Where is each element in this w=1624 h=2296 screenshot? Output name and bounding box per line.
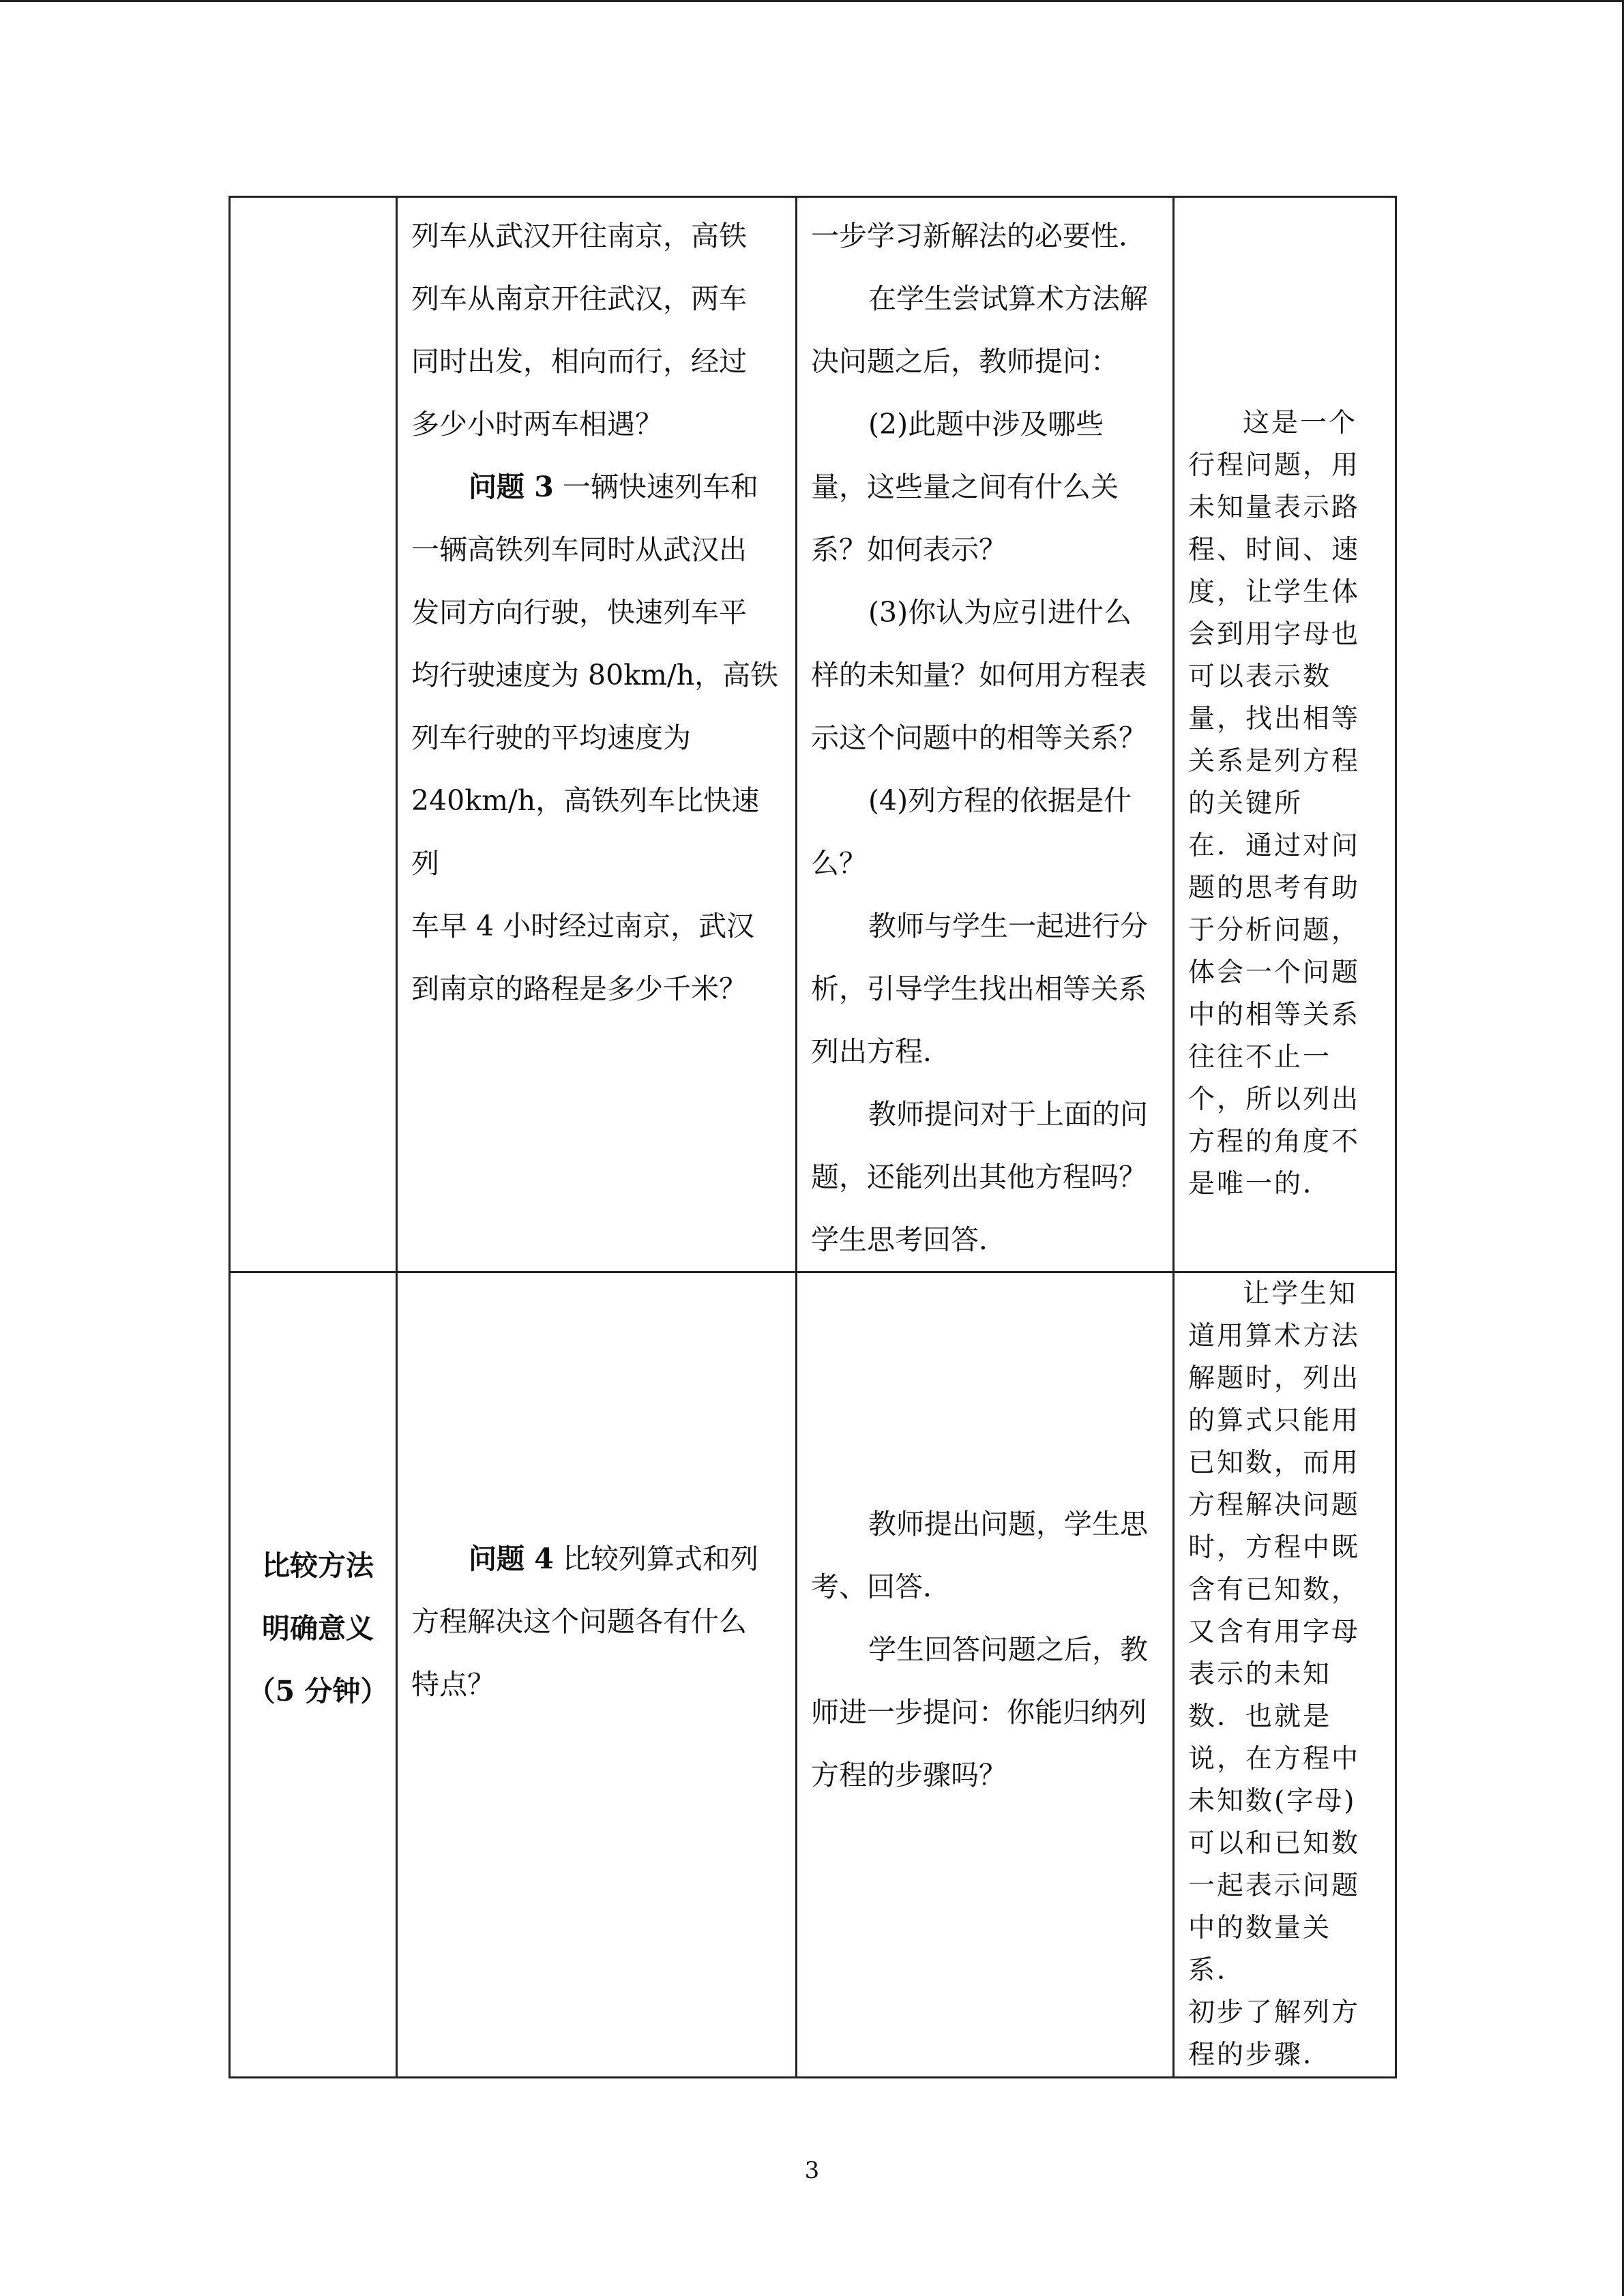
problem-3-line: 发同方向行驶，快速列车平 — [411, 596, 747, 629]
intent-line: 程的步骤． — [1188, 2040, 1332, 2070]
problem-3-line: 车早 4 小时经过南京，武汉 — [411, 910, 755, 942]
stage-title-line: 比较方法 — [262, 1549, 374, 1582]
intent-line: 关系是列方程 — [1188, 746, 1361, 777]
intent-line: 题的思考有助 — [1188, 873, 1361, 904]
intent-line: 中的数量关系． — [1188, 1913, 1332, 1986]
problem-cell — [397, 197, 797, 1272]
problem-cell — [397, 1272, 797, 2078]
activity-line: 师进一步提问：你能归纳列 — [811, 1696, 1147, 1729]
problem-3-first-line — [411, 456, 782, 518]
activity-line: 一步学习新解法的必要性． — [811, 220, 1147, 252]
table-row — [230, 1272, 1396, 2078]
problem-3-line: 240km/h，高铁列车比快速列 — [411, 784, 760, 880]
intent-line: 未知数(字母) — [1188, 1786, 1357, 1817]
intent-line: 往往不止一 — [1188, 1042, 1332, 1073]
problem-4-text: 比较列算式和列 — [562, 1542, 758, 1575]
problem-4-line: 方程解决这个问题各有什么 — [411, 1605, 747, 1638]
intent-line: 未知量表示路 — [1188, 492, 1361, 523]
stage-cell — [230, 1272, 397, 2078]
intent-line: 体会一个问题 — [1188, 957, 1361, 988]
activity-line: 教师提出问题，学生思 — [868, 1508, 1148, 1540]
intent-line: 于分析问题， — [1188, 915, 1361, 946]
intent-line: 的关键所 — [1188, 788, 1303, 819]
lesson-plan-table — [228, 196, 1397, 2078]
activity-line: 学生回答问题之后，教 — [868, 1633, 1148, 1666]
activity-line: 系？如何表示？ — [811, 533, 1007, 566]
intent-line: 度，让学生体 — [1188, 577, 1361, 608]
problem-3-label: 问题 3 — [469, 471, 554, 503]
activity-line: 考、回答． — [811, 1570, 951, 1603]
stage-title-line: 明确意义 — [262, 1612, 374, 1645]
problem-3-line: 一辆高铁列车同时从武汉出 — [411, 533, 747, 566]
activity-line: 析，引导学生找出相等关系 — [811, 972, 1147, 1005]
intent-line: 可以和已知数 — [1188, 1828, 1361, 1859]
activity-line: 量，这些量之间有什么关 — [811, 471, 1119, 503]
intent-line: 已知数，而用 — [1188, 1448, 1361, 1478]
activity-line: 方程的步骤吗？ — [811, 1759, 1007, 1791]
activity-cell — [797, 1272, 1174, 2078]
intent-line: 表示的未知 — [1188, 1659, 1332, 1690]
intent-line: 说，在方程中 — [1188, 1744, 1361, 1774]
activity-line: 教师提问对于上面的问 — [868, 1098, 1148, 1131]
problem-3-line: 列车行驶的平均速度为 — [411, 721, 691, 754]
problem-4-first-line — [411, 1527, 782, 1590]
page-top-border — [0, 0, 1624, 2]
activity-line: 题，还能列出其他方程吗？ — [811, 1161, 1147, 1193]
activity-cell — [797, 197, 1174, 1272]
intent-line: 程、时间、速 — [1188, 535, 1361, 565]
problem-4-line: 特点？ — [411, 1668, 495, 1701]
intent-line: 量，找出相等 — [1188, 704, 1361, 734]
problem-2-line: 列车从南京开往武汉，两车 — [411, 282, 747, 315]
activity-line: (2)此题中涉及哪些 — [868, 408, 1104, 441]
intent-line: 含有已知数， — [1188, 1575, 1361, 1605]
intent-line: 这是一个 — [1243, 408, 1358, 438]
activity-line: 教师与学生一起进行分 — [868, 910, 1148, 942]
problem-3-line: 均行驶速度为 80km/h，高铁 — [411, 659, 779, 691]
problem-3-text: 一辆快速列车和 — [562, 471, 758, 503]
activity-line: (4)列方程的依据是什 — [868, 784, 1132, 817]
intent-line: 行程问题，用 — [1188, 450, 1361, 481]
problem-2-line: 同时出发，相向而行，经过 — [411, 345, 747, 378]
intent-line: 让学生知 — [1243, 1279, 1358, 1309]
table-row — [230, 197, 1396, 1272]
intent-line: 时，方程中既 — [1188, 1532, 1361, 1563]
intent-line: 的算式只能用 — [1188, 1405, 1361, 1436]
activity-line: 决问题之后，教师提问： — [811, 345, 1119, 378]
intent-line: 是唯一的． — [1188, 1169, 1332, 1199]
intent-line: 会到用字母也 — [1188, 619, 1361, 650]
intent-line: 一起表示问题 — [1188, 1870, 1361, 1901]
problem-4-label: 问题 4 — [469, 1542, 554, 1575]
intent-line: 道用算术方法 — [1188, 1321, 1361, 1352]
activity-line: 学生思考回答． — [811, 1223, 1007, 1256]
intent-line: 方程解决问题 — [1188, 1490, 1361, 1521]
intent-line: 初步了解列方 — [1188, 1997, 1361, 2028]
stage-cell-empty — [230, 197, 397, 1272]
problem-2-line: 列车从武汉开往南京，高铁 — [411, 220, 747, 252]
activity-line: 么？ — [811, 847, 867, 880]
page-number: 3 — [804, 2157, 820, 2184]
intent-line: 个，所以列出 — [1188, 1084, 1361, 1115]
activity-line: 在学生尝试算术方法解 — [868, 282, 1148, 315]
intent-line: 中的相等关系 — [1188, 1000, 1361, 1030]
problem-3-line: 到南京的路程是多少千米？ — [411, 972, 747, 1005]
stage-duration: （5 分钟） — [247, 1675, 389, 1708]
design-intent-cell — [1174, 1272, 1396, 2078]
design-intent-cell — [1174, 197, 1396, 1272]
intent-line: 又含有用字母 — [1188, 1617, 1361, 1648]
intent-line: 解题时，列出 — [1188, 1363, 1361, 1394]
activity-line: (3)你认为应引进什么 — [868, 596, 1132, 629]
intent-line: 可以表示数 — [1188, 661, 1332, 692]
intent-line: 方程的角度不 — [1188, 1127, 1361, 1157]
activity-line: 列出方程． — [811, 1035, 951, 1068]
problem-2-line: 多少小时两车相遇？ — [411, 408, 663, 441]
intent-line: 在．通过对问 — [1188, 831, 1361, 861]
activity-line: 示这个问题中的相等关系？ — [811, 721, 1147, 754]
intent-line: 数．也就是 — [1188, 1701, 1332, 1732]
activity-line: 样的未知量？如何用方程表 — [811, 659, 1147, 691]
